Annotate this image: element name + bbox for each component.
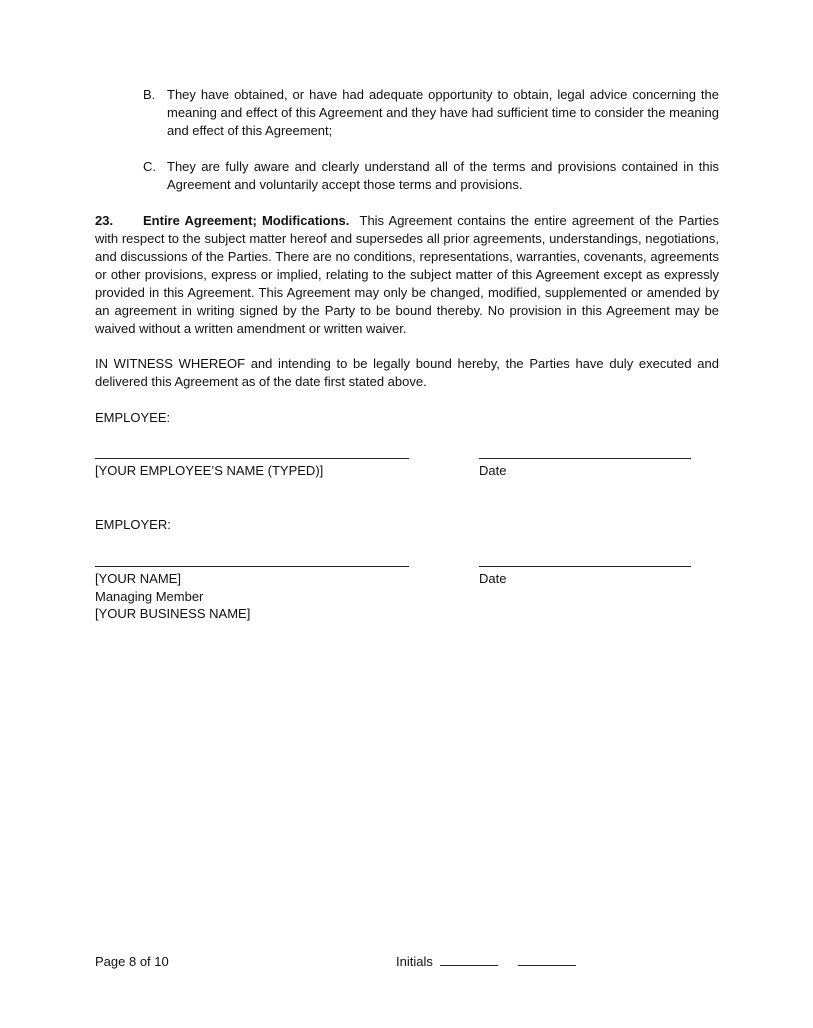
list-marker: C. <box>143 159 156 174</box>
employee-heading: EMPLOYEE: <box>95 410 171 425</box>
list-marker: B. <box>143 87 156 102</box>
list-item-b <box>143 86 719 140</box>
employee-name: [YOUR EMPLOYEE’S NAME (TYPED)] <box>95 463 324 478</box>
initials-area <box>396 953 576 971</box>
initials-label: Initials <box>396 954 433 969</box>
page-number: Page 8 of 10 <box>95 954 169 969</box>
employee-signature-line <box>95 458 409 459</box>
section-body: This Agreement contains the entire agreement of the Parties with respect to the subject matter hereof and supersedes all prior agreements, understandings, negotiations, and discussions of the Parties. There are no conditions, representations, warranties, covenants, agreements or other provisions, express or implied, relating to the subject matter of this Agreement except as expressly provided in this Agreement. This Agreement may only be changed, modified, supplemented or amended by an agreement in writing signed by the Party to be bound thereby. No provision in this Agreement may be waived without a written amendment or written waiver. <box>95 213 719 336</box>
initials-line-1 <box>440 953 498 966</box>
employee-date-line <box>479 458 691 459</box>
witness-paragraph: IN WITNESS WHEREOF and intending to be legally bound hereby, the Parties have duly executed and delivered this Agreement as of the date first stated above. <box>95 356 719 389</box>
employer-title: Managing Member <box>95 589 204 604</box>
section-23-paragraph <box>95 212 719 338</box>
employee-date-label: Date <box>479 463 507 478</box>
employer-date-line <box>479 566 691 567</box>
initials-line-2 <box>518 953 576 966</box>
section-title: Entire Agreement; Modifications. <box>143 213 350 228</box>
list-item-c <box>143 158 719 194</box>
employer-date-label: Date <box>479 571 507 586</box>
employer-heading: EMPLOYER: <box>95 517 171 532</box>
employer-business-name: [YOUR BUSINESS NAME] <box>95 606 251 621</box>
section-number: 23. <box>95 213 114 228</box>
list-text: They are fully aware and clearly understand all of the terms and provisions contained in this Agreement and voluntarily accept those terms and provisions. <box>167 159 719 192</box>
employer-name: [YOUR NAME] <box>95 571 181 586</box>
list-text: They have obtained, or have had adequate opportunity to obtain, legal advice concerning the meaning and effect of this Agreement and they have had sufficient time to consider the meaning and effect of this Agreement; <box>167 87 719 138</box>
employer-signature-line <box>95 566 409 567</box>
